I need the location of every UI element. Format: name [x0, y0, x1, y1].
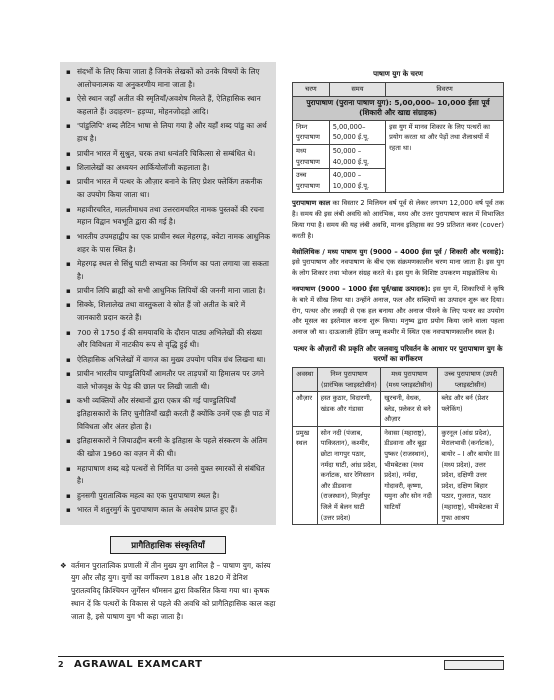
badge-icon: [444, 660, 504, 670]
fact-text: मेहरगढ़ स्थल से सिंधु घाटी सभ्यता का निर्माण का पता लगाया जा सकता है।: [77, 258, 269, 281]
fact-text: प्राचीन लिपि ब्राह्मी को सभी आधुनिक लिपियों की जननी माना जाता है।: [77, 286, 266, 296]
table2-caption: पत्थर के औज़ारों की प्रकृति और जलवायु परिवर्तन के आधार पर पुरापाषाण युग के चरणों का वर्गीकरण: [293, 344, 503, 363]
fact-text: 'पांडुलिपि' शब्द लैटिन भाषा से लिया गया है और यहाँ शब्द पांडु का अर्थ हाथ है।: [77, 121, 267, 144]
square-bullet-icon: ▪: [66, 437, 71, 446]
table-cell: 40,000 – 10,000 ई.पू.: [329, 169, 385, 193]
fact-text: भारत में शतुरमुर्ग के पुरापाषाण काल के अवशेष प्राप्त हुए हैं।: [77, 505, 238, 515]
table-cell: निम्न पुरापाषाण: [293, 120, 330, 144]
fact-bullet: [66, 504, 270, 517]
paleolithic-paragraph: [292, 198, 504, 241]
table-cell: मध्य पुरापाषाण: [293, 144, 330, 168]
paleolithic-classification-table: [292, 367, 504, 525]
intro-paragraph: [60, 560, 276, 624]
fact-bullet: [66, 231, 270, 257]
para-bold: मेसोलिथिक / मध्य पाषाण युग (9000 – 4000 ईसा पूर्व / शिकारी और चरवाहे):: [292, 247, 504, 256]
para-bold: पुरापाषाण काल: [292, 199, 331, 208]
fact-text: इतिहासकारों ने जियाउद्दीन बरनी के इतिहास के पहले संस्करण के अंतिम की खोज 1960 का वज़न में की थी।: [77, 436, 268, 459]
square-bullet-icon: ▪: [66, 163, 71, 172]
para-text: का विस्तार 2 मिलियन वर्ष पूर्व से लेकर लगभग 12,000 वर्ष पूर्व तक है। समय की इस लंबी अवधि को आरंभिक, मध्य और उत्तर पुरापाषाण काल में विभाजित किया गया है। समय की यह लंबी अवधि, मानव इतिहास का 99 प्रतिशत कवर (cover) करती है।: [292, 199, 504, 240]
fact-bullet: [66, 258, 270, 284]
para-text: इसे पुरापाषाण और नवपाषाण के बीच एक संक्रमणकालीन चरण माना जाता है। इस युग के लोग शिकार तथा भोजन संग्रह करते थे। इस युग के विशिष्ट उपकरण माइक्रोलिथ थे।: [292, 258, 504, 278]
col-header-details: विवरण: [386, 83, 504, 97]
para-text: इस युग में, शिकारियों ने कृषि के बारे में सीख लिया था। उन्होंने अनाज, फल और सब्ज़ियों का उत्पादन शुरू कर दिया। रोग, पत्थर और लकड़ी से एक हल बनाया और अनाज पीसने के लिए पत्थर का उपयोग और मूसल का इस्तेमाल करना शुरू किया। मनुष्य द्वारा प्रयोग किया जाने वाला पहला अनाज जौ था। दाऊजाली हेडिंग जम्मू कश्मीर में स्थित एक नवपाषाणकालीन स्थल है।: [292, 284, 504, 337]
fact-text: 700 से 1750 ई की समयावधि के दौरान पाठ्य अभिलेखों की संख्या और विविधता में नाटकीय रूप से वृद्धि हुई थी।: [77, 327, 263, 350]
table-cell: कुरनूल (आंध्र प्रदेश), मेरालभावी (कर्नाटक), बायोर – I और बायोर III (मध्य प्रदेश), उत्तर प्रदेश, दक्षिणी उत्तर प्रदेश, दक्षिण बिहार पठार, गुजरात, पठार (महाराष्ट्र), भीमबेटका में गुफा आश्रय: [438, 426, 504, 524]
fact-bullet: [66, 285, 270, 298]
square-bullet-icon: ▪: [66, 464, 71, 473]
page-footer: [58, 656, 504, 675]
fact-bullet: [66, 395, 270, 433]
right-column: [292, 70, 504, 525]
fact-text: प्राचीन भारत में पत्थर के औज़ार बनाने के लिए प्रेशर फ्लेकिंग तकनीक का उपयोग किया जाता था।: [77, 177, 263, 200]
table-cell: ब्लेड और बर्न (प्रेशर फ्लेकिंग): [438, 392, 504, 427]
square-bullet-icon: ▪: [66, 370, 71, 379]
table-cell: नेवासा (महाराष्ट्र), डीडवाना और बूढ़ा पुष्कर (राजस्थान), भीमबेटका (मध्य प्रदेश), नर्मदा, गोदावरी, कृष्णा, यमुना और सोन नदी घाटियाँ: [381, 426, 438, 524]
square-bullet-icon: ▪: [66, 95, 71, 104]
table-cell: उच्च पुरापाषाण: [293, 169, 330, 193]
square-bullet-icon: ▪: [66, 491, 71, 500]
section-heading: [60, 533, 276, 554]
table-caption: पाषाण युग के चरण: [373, 70, 423, 78]
mesolithic-paragraph: [292, 247, 504, 279]
col-header: उच्च पुरापाषाण (उपरी प्लाइस्टोसीन): [438, 367, 504, 391]
fact-bullet: [66, 490, 270, 503]
square-bullet-icon: ▪: [66, 301, 71, 310]
fact-text: शिलालेखों का अध्ययन आर्कियोलॉजी कहलाता है।: [77, 162, 210, 172]
fact-bullet: [66, 368, 270, 394]
square-bullet-icon: ▪: [66, 122, 71, 131]
square-bullet-icon: ▪: [66, 287, 71, 296]
fact-bullet: [66, 327, 270, 353]
square-bullet-icon: ▪: [66, 355, 71, 364]
facts-box: [60, 62, 276, 525]
fact-text: भारतीय उपमहाद्वीप का एक प्राचीन स्थल मेहरगढ़, क्वेटा नामक आधुनिक शहर के पास स्थित है।: [77, 231, 270, 254]
paleolithic-band: पुरापाषाण (पुराना पाषाण युग): 5,00,000– 10,000 ईसा पूर्व (शिकारी और खाद्य संग्राहक): [293, 96, 504, 120]
square-bullet-icon: ▪: [66, 232, 71, 241]
fact-bullet: [66, 176, 270, 202]
square-bullet-icon: ▪: [66, 259, 71, 268]
fact-bullet: [66, 435, 270, 461]
square-bullet-icon: ▪: [66, 178, 71, 187]
col-header: मध्य पुरापाषाण (मध्य प्लाइस्टोसीन): [381, 367, 438, 391]
intro-text: वर्तमान पुरातात्विक प्रणाली में तीन मुख्य युग शामिल है – पाषाण युग, कांस्य युग और लौह युग। युगों का वर्गीकरण 1818 और 1820 में डेनिश पुरातत्वविद् क्रिश्चियन जुर्गेंसन थॉमसन द्वारा विकसित किया गया था। कृषक स्थान दें कि पत्थरों के विकास से पहले की अवधि को प्रागैतिहासिक काल कहा जाता है, इसे पाषाण युग भी कहा जाता है।: [71, 560, 276, 621]
square-bullet-icon: ▪: [66, 205, 71, 214]
col-header: अवस्था: [293, 367, 318, 391]
fact-text: कभी व्यक्तियों और संस्थानों द्वारा एकत्र की गई पाण्डुलिपियाँ इतिहासकारों के लिए चुनौतियाँ खड़ी करती हैं क्योंकि उनमें एक ही पाठ में विविधता और अंतर होता है।: [77, 396, 270, 432]
fact-text: प्राचीन भारत में सुश्रुत, चरक तथा धन्वंतरि चिकित्सा से सम्बंधित थे।: [77, 148, 256, 158]
square-bullet-icon: ▪: [66, 397, 71, 406]
fact-text: सिक्के, शिलालेख तथा वास्तुकला वे स्रोत हैं जो अतीत के बारे में जानकारी प्रदान करते हैं।: [77, 300, 246, 323]
fact-bullet: [66, 299, 270, 325]
col-header-phase: चरण: [293, 83, 330, 97]
fact-bullet: [66, 66, 270, 92]
table-cell: औज़ार: [293, 392, 318, 427]
fact-bullet: [66, 204, 270, 230]
col-header-time: समय: [329, 83, 385, 97]
table-cell: प्रमुख स्थल: [293, 426, 318, 524]
para-bold: नवपाषाण (9000 – 1000 ईसा पूर्व/खाद्य उत्पादक):: [292, 284, 431, 293]
fact-bullet: [66, 93, 270, 119]
table-cell: सोन नदी (पंजाब, पाकिस्तान), कश्मीर, छोटा नागपुर पठार, नर्मदा घाटी, आंध्र प्रदेश, कर्नाटक, थार रेगिस्तान और डीडवाना (राजस्थान), मिर्ज़ापुर जिले में बेलन घाटी (उत्तर प्रदेश): [317, 426, 381, 524]
brand-logo: AGRAWAL EXAMCART: [74, 659, 203, 670]
stone-age-phases-table: [292, 82, 504, 193]
table-cell: खुरचनी, वेधक, ब्लेड, फ़्लेकर से बने औज़ार: [381, 392, 438, 427]
star-bullet-icon: ❖: [60, 560, 67, 570]
fact-text: ऐतिहासिक अभिलेखों में वागज का मुख्य उपयोग पवित्र ग्रंथ लिखना था।: [77, 354, 266, 364]
square-bullet-icon: ▪: [66, 149, 71, 158]
neolithic-paragraph: [292, 284, 504, 338]
square-bullet-icon: ▪: [66, 506, 71, 515]
page-number: 2: [58, 660, 64, 669]
fact-text: हुनसगी पुरातात्विक महत्व का एक पुरापाषाण स्थल है।: [77, 490, 220, 500]
fact-text: संदर्भों के लिए किया जाता है जिनके लेखकों को उनके विषयों के लिए आलोचनात्मक या अनुकरणीय माना जाता है।: [77, 67, 260, 89]
fact-bullet: [66, 354, 270, 367]
fact-bullet: [66, 463, 270, 489]
details-cell: इस युग में मानव शिकार के लिए पत्थरों का प्रयोग करता था और पेड़ों तथा शैलाश्रयों में रहता था।: [386, 120, 504, 193]
table-cell: 5,00,000– 50,000 ई.पू.: [329, 120, 385, 144]
left-column: [60, 62, 276, 624]
fact-bullet: [66, 148, 270, 161]
table-cell: हस्त कुठार, विदारणी, खंडक और गंडासा: [317, 392, 381, 427]
fact-text: प्राचीन भारतीय पाण्डुलिपियाँ आमतौर पर ताड़पत्रों या हिमालय पर उगने वाले भोजवृक्ष के पेड़ की छाल पर लिखी जाती थी।: [77, 369, 265, 392]
fact-text: ऐसे स्थान जहाँ अतीत की स्मृतियाँ/अवशेष मिलते हैं, ऐतिहासिक स्थान कहलाते हैं। उदाहरण– हड़प्पा, मोहनजोदड़ो आदि।: [77, 94, 261, 116]
table-cell: 50,000 – 40,000 ई.पू.: [329, 144, 385, 168]
fact-text: महावीरचरित, मालतीमाधव तथा उत्तररामचरित नामक पुस्तकों की रचना महान विद्वान भवभूति द्वारा की गई है।: [77, 204, 264, 227]
col-header: निम्न पुरापाषाण (प्रारंभिक प्लाइस्टोसीन): [317, 367, 381, 391]
fact-bullet: [66, 120, 270, 146]
square-bullet-icon: ▪: [66, 68, 71, 76]
section-heading-text: प्रागैतिहासिक संस्कृतियाँ: [110, 536, 226, 554]
fact-bullet: [66, 162, 270, 175]
square-bullet-icon: ▪: [66, 328, 71, 337]
fact-text: महापाषाण शब्द बड़े पत्थरों से निर्मित या उनसे युक्त स्मारकों से संबंधित है।: [77, 463, 265, 486]
